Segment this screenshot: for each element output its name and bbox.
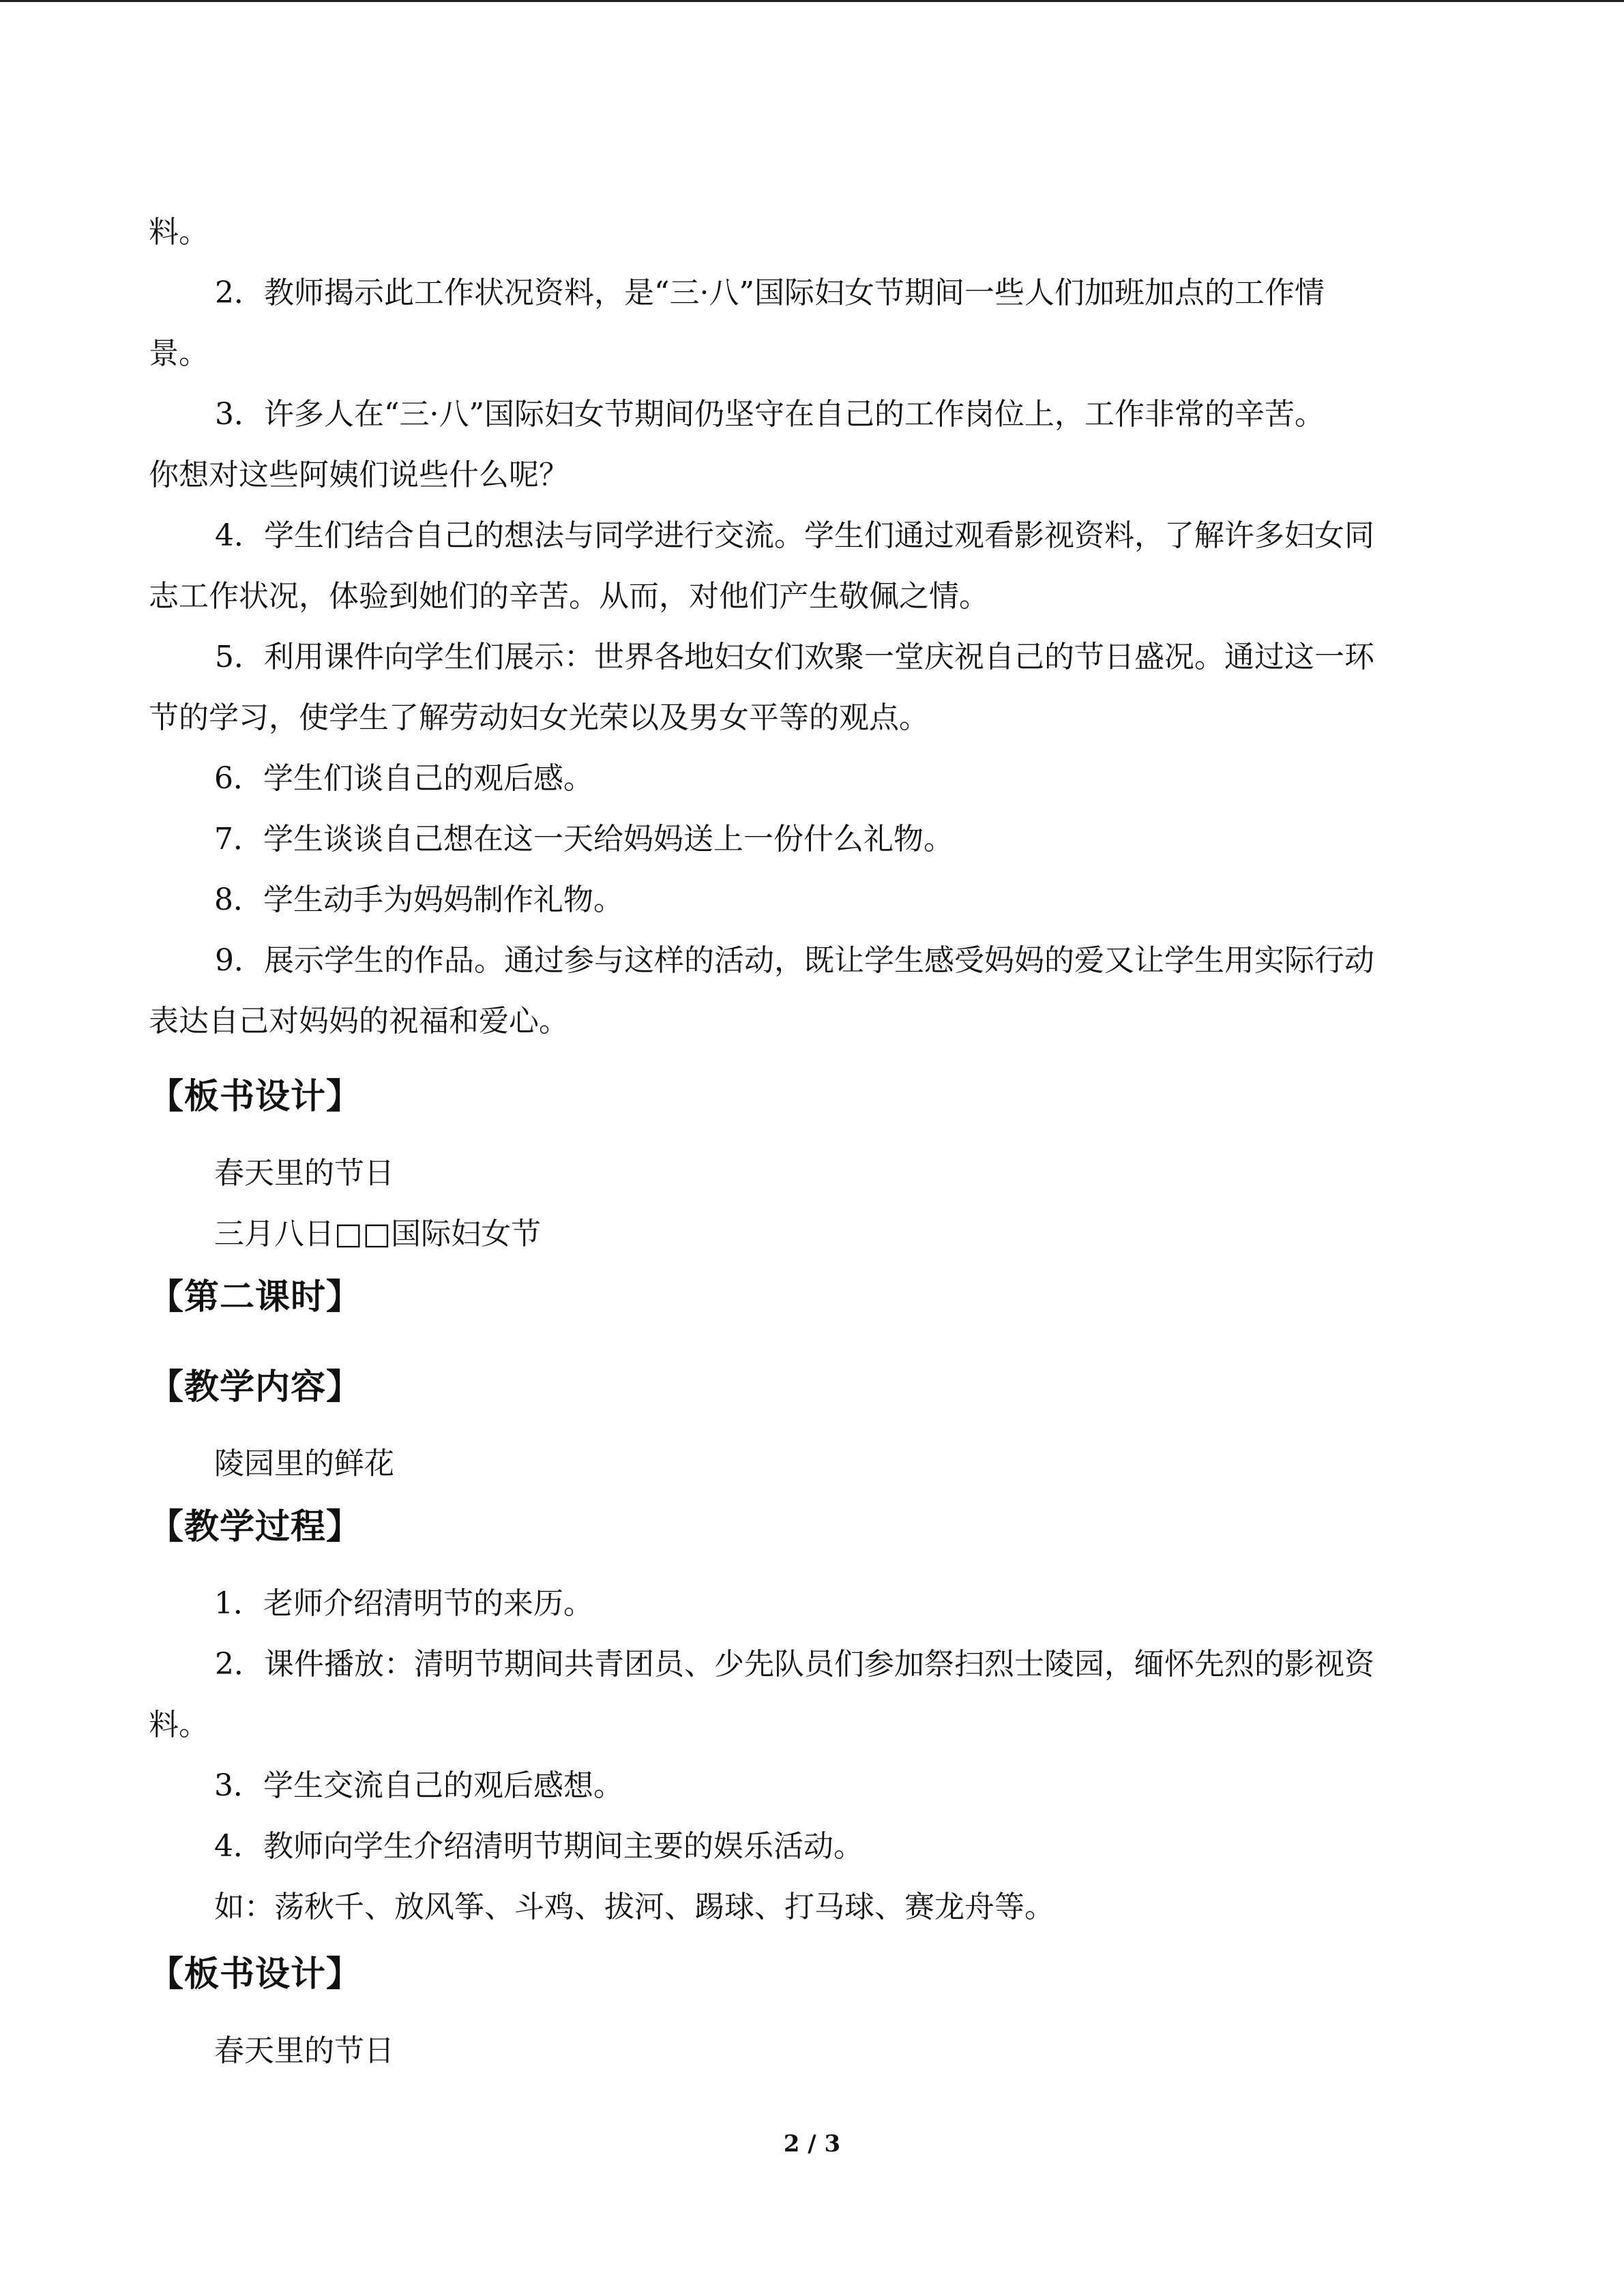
paragraph-item-3 bbox=[149, 384, 1475, 505]
process-item-2 bbox=[149, 1634, 1475, 1755]
section-heading-second-lesson: 【第二课时】 bbox=[149, 1277, 362, 1317]
process-item-4: 4．教师向学生介绍清明节期间主要的娱乐活动。 bbox=[214, 1829, 863, 1864]
section-heading-board-design-2: 【板书设计】 bbox=[149, 1954, 362, 1995]
paragraph-line: 4．学生们结合自己的想法与同学进行交流。学生们通过观看影视资料，了解许多妇女同 bbox=[215, 518, 1374, 553]
paragraph-item-8: 8．学生动手为妈妈制作礼物。 bbox=[214, 882, 623, 917]
teaching-content-text: 陵园里的鲜花 bbox=[214, 1446, 394, 1481]
paragraph-line: 节的学习，使学生了解劳动妇女光荣以及男女平等的观点。 bbox=[149, 700, 929, 735]
paragraph-item-2 bbox=[149, 263, 1475, 384]
page-number: 2 / 3 bbox=[783, 2130, 841, 2158]
board-text-line: 三月八日□□国际妇女节 bbox=[214, 1217, 542, 1251]
paragraph-line: 你想对这些阿姨们说些什么呢？ bbox=[149, 458, 569, 492]
top-border-line bbox=[0, 0, 1624, 2]
document-body bbox=[149, 202, 1475, 2081]
process-item-1: 1．老师介绍清明节的来历。 bbox=[214, 1586, 593, 1621]
paragraph-line: 志工作状况，体验到她们的辛苦。从而，对他们产生敬佩之情。 bbox=[149, 579, 989, 614]
paragraph-line: 9．展示学生的作品。通过参与这样的活动，既让学生感受妈妈的爱又让学生用实际行动 bbox=[215, 943, 1374, 978]
paragraph-line: 2．教师揭示此工作状况资料，是“三·八”国际妇女节期间一些人们加班加点的工作情 bbox=[215, 275, 1325, 310]
paragraph-line: 表达自己对妈妈的祝福和爱心。 bbox=[149, 1004, 569, 1039]
paragraph-item-5 bbox=[149, 627, 1475, 748]
section-heading-teaching-content: 【教学内容】 bbox=[149, 1367, 362, 1407]
paragraph-item-4 bbox=[149, 505, 1475, 627]
paragraph-line: 2．课件播放：清明节期间共青团员、少先队员们参加祭扫烈士陵园，缅怀先烈的影视资 bbox=[215, 1647, 1374, 1682]
section-heading-board-design: 【板书设计】 bbox=[149, 1077, 362, 1117]
section-heading-teaching-process: 【教学过程】 bbox=[149, 1507, 362, 1547]
paragraph-item-7: 7．学生谈谈自己想在这一天给妈妈送上一份什么礼物。 bbox=[214, 822, 954, 856]
process-item-3: 3．学生交流自己的观后感想。 bbox=[214, 1768, 623, 1803]
paragraph-line: 料。 bbox=[149, 1708, 209, 1742]
paragraph-item-6: 6．学生们谈自己的观后感。 bbox=[214, 761, 593, 796]
board-text-title-2: 春天里的节日 bbox=[214, 2033, 394, 2068]
paragraph-line: 3．许多人在“三·八”国际妇女节期间仍坚守在自己的工作岗位上，工作非常的辛苦。 bbox=[215, 397, 1325, 432]
paragraph-line: 5．利用课件向学生们展示：世界各地妇女们欢聚一堂庆祝自己的节日盛况。通过这一环 bbox=[215, 640, 1374, 674]
paragraph-line: 景。 bbox=[149, 336, 209, 371]
board-text-title: 春天里的节日 bbox=[214, 1156, 394, 1191]
paragraph-continuation: 料。 bbox=[149, 215, 209, 250]
paragraph-item-9 bbox=[149, 930, 1475, 1052]
process-examples: 如：荡秋千、放风筝、斗鸡、拔河、踢球、打马球、赛龙舟等。 bbox=[214, 1890, 1054, 1924]
